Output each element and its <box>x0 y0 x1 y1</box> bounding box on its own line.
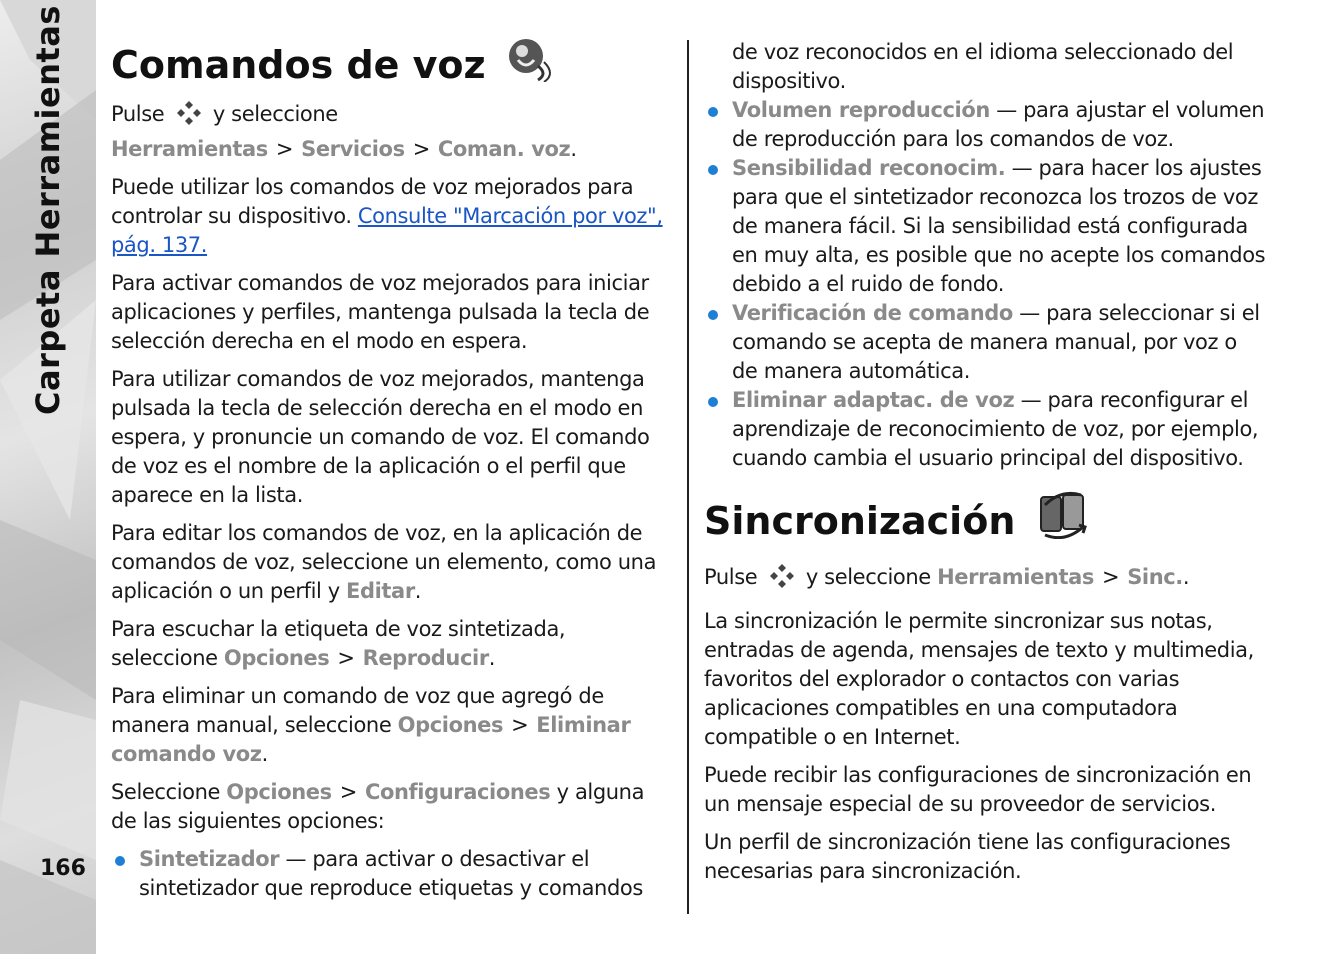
page-number: 166 <box>40 856 86 881</box>
bullet-icon <box>708 310 718 320</box>
menu-key-icon <box>177 99 201 135</box>
list-item: Eliminar adaptac. de voz — para reconfigurar el aprendizaje de reconocimiento de voz, por ejemplo, cuando cambia el usuario principal del dispositivo. <box>704 386 1266 473</box>
paragraph: Para editar los comandos de voz, en la aplicación de comandos de voz, seleccione un elemento, como una aplicación o un perfil y Editar. <box>111 521 657 603</box>
paragraph-path: Pulse y seleccione Herramientas > Servicios > Coman. voz. <box>111 99 673 164</box>
menu-term: Opciones <box>226 780 332 804</box>
list-item: Sensibilidad reconocim. — para hacer los ajustes para que el sintetizador reconozca los trozos de voz de manera fácil. Si la sensibilidad está configurada en muy alta, es posible que no acepte los comandos debido a el ruido de fondo. <box>704 154 1266 299</box>
menu-term: Sinc. <box>1127 565 1183 589</box>
sidebar <box>0 0 96 954</box>
menu-term: Reproducir <box>362 646 489 670</box>
list-continuation: de voz reconocidos en el idioma seleccionado del dispositivo. <box>732 40 1234 93</box>
paragraph-path: Pulse y seleccione Herramientas > Sinc.. <box>704 562 1266 598</box>
paragraph: Un perfil de sincronización tiene las configuraciones necesarias para sincronización. <box>704 830 1231 883</box>
left-column <box>111 36 673 903</box>
menu-term: Eliminar comando voz <box>111 713 631 766</box>
paragraph: Para utilizar comandos de voz mejorados, mantenga pulsada la tecla de selección derecha en el modo en espera, y pronuncie un comando de voz. El comando de voz es el nombre de la aplicación o el perfil que aparece en la lista. <box>111 367 650 507</box>
options-list <box>704 96 1266 473</box>
column-divider <box>687 40 689 914</box>
menu-term: Coman. voz <box>437 137 571 161</box>
paragraph: Puede recibir las configuraciones de sincronización en un mensaje especial de su proveedor de servicios. <box>704 763 1252 816</box>
menu-key-icon <box>770 562 794 598</box>
title-text: Comandos de voz <box>111 42 486 87</box>
menu-term: Servicios <box>301 137 405 161</box>
paragraph: Puede utilizar los comandos de voz mejorados para controlar su dispositivo. Consulte "Marcación por voz", pág. 137. <box>111 175 663 257</box>
cross-reference-link[interactable]: Consulte "Marcación por voz", pág. 137. <box>111 204 663 257</box>
paragraph: Seleccione Opciones > Configuraciones y alguna de las siguientes opciones: <box>111 780 645 833</box>
paragraph: Para activar comandos de voz mejorados para iniciar aplicaciones y perfiles, mantenga pulsada la tecla de selección derecha en el modo en espera. <box>111 271 650 353</box>
menu-term: Editar <box>346 579 415 603</box>
list-item: Verificación de comando — para seleccionar si el comando se acepta de manera manual, por voz o de manera automática. <box>704 299 1266 386</box>
paragraph: Para escuchar la etiqueta de voz sintetizada, seleccione Opciones > Reproducir. <box>111 617 566 670</box>
voice-commands-icon <box>506 36 554 93</box>
list-item: Sintetizador — para activar o desactivar el sintetizador que reproduce etiquetas y comandos <box>111 845 673 903</box>
section-title-sync <box>704 491 1266 550</box>
bullet-icon <box>115 856 125 866</box>
paragraph: Para eliminar un comando de voz que agregó de manera manual, seleccione Opciones > Eliminar comando voz. <box>111 684 631 766</box>
bullet-icon <box>708 165 718 175</box>
section-title-voice-commands <box>111 36 673 93</box>
section-label: Carpeta Herramientas <box>29 5 67 415</box>
menu-term: Opciones <box>223 646 330 670</box>
menu-term: Opciones <box>397 713 504 737</box>
menu-term: Configuraciones <box>364 780 551 804</box>
bullet-icon <box>708 107 718 117</box>
right-column <box>704 38 1266 895</box>
menu-term: Herramientas <box>937 565 1094 589</box>
list-item: Volumen reproducción — para ajustar el volumen de reproducción para los comandos de voz. <box>704 96 1266 154</box>
menu-term: Herramientas <box>111 137 268 161</box>
options-list <box>111 845 673 903</box>
sync-icon <box>1035 491 1091 550</box>
paragraph: La sincronización le permite sincronizar sus notas, entradas de agenda, mensajes de texto y multimedia, favoritos del explorador o contactos con varias aplicaciones compatibles en una computadora compatible o en Internet. <box>704 609 1254 749</box>
bullet-icon <box>708 397 718 407</box>
title-text: Sincronización <box>704 498 1016 543</box>
